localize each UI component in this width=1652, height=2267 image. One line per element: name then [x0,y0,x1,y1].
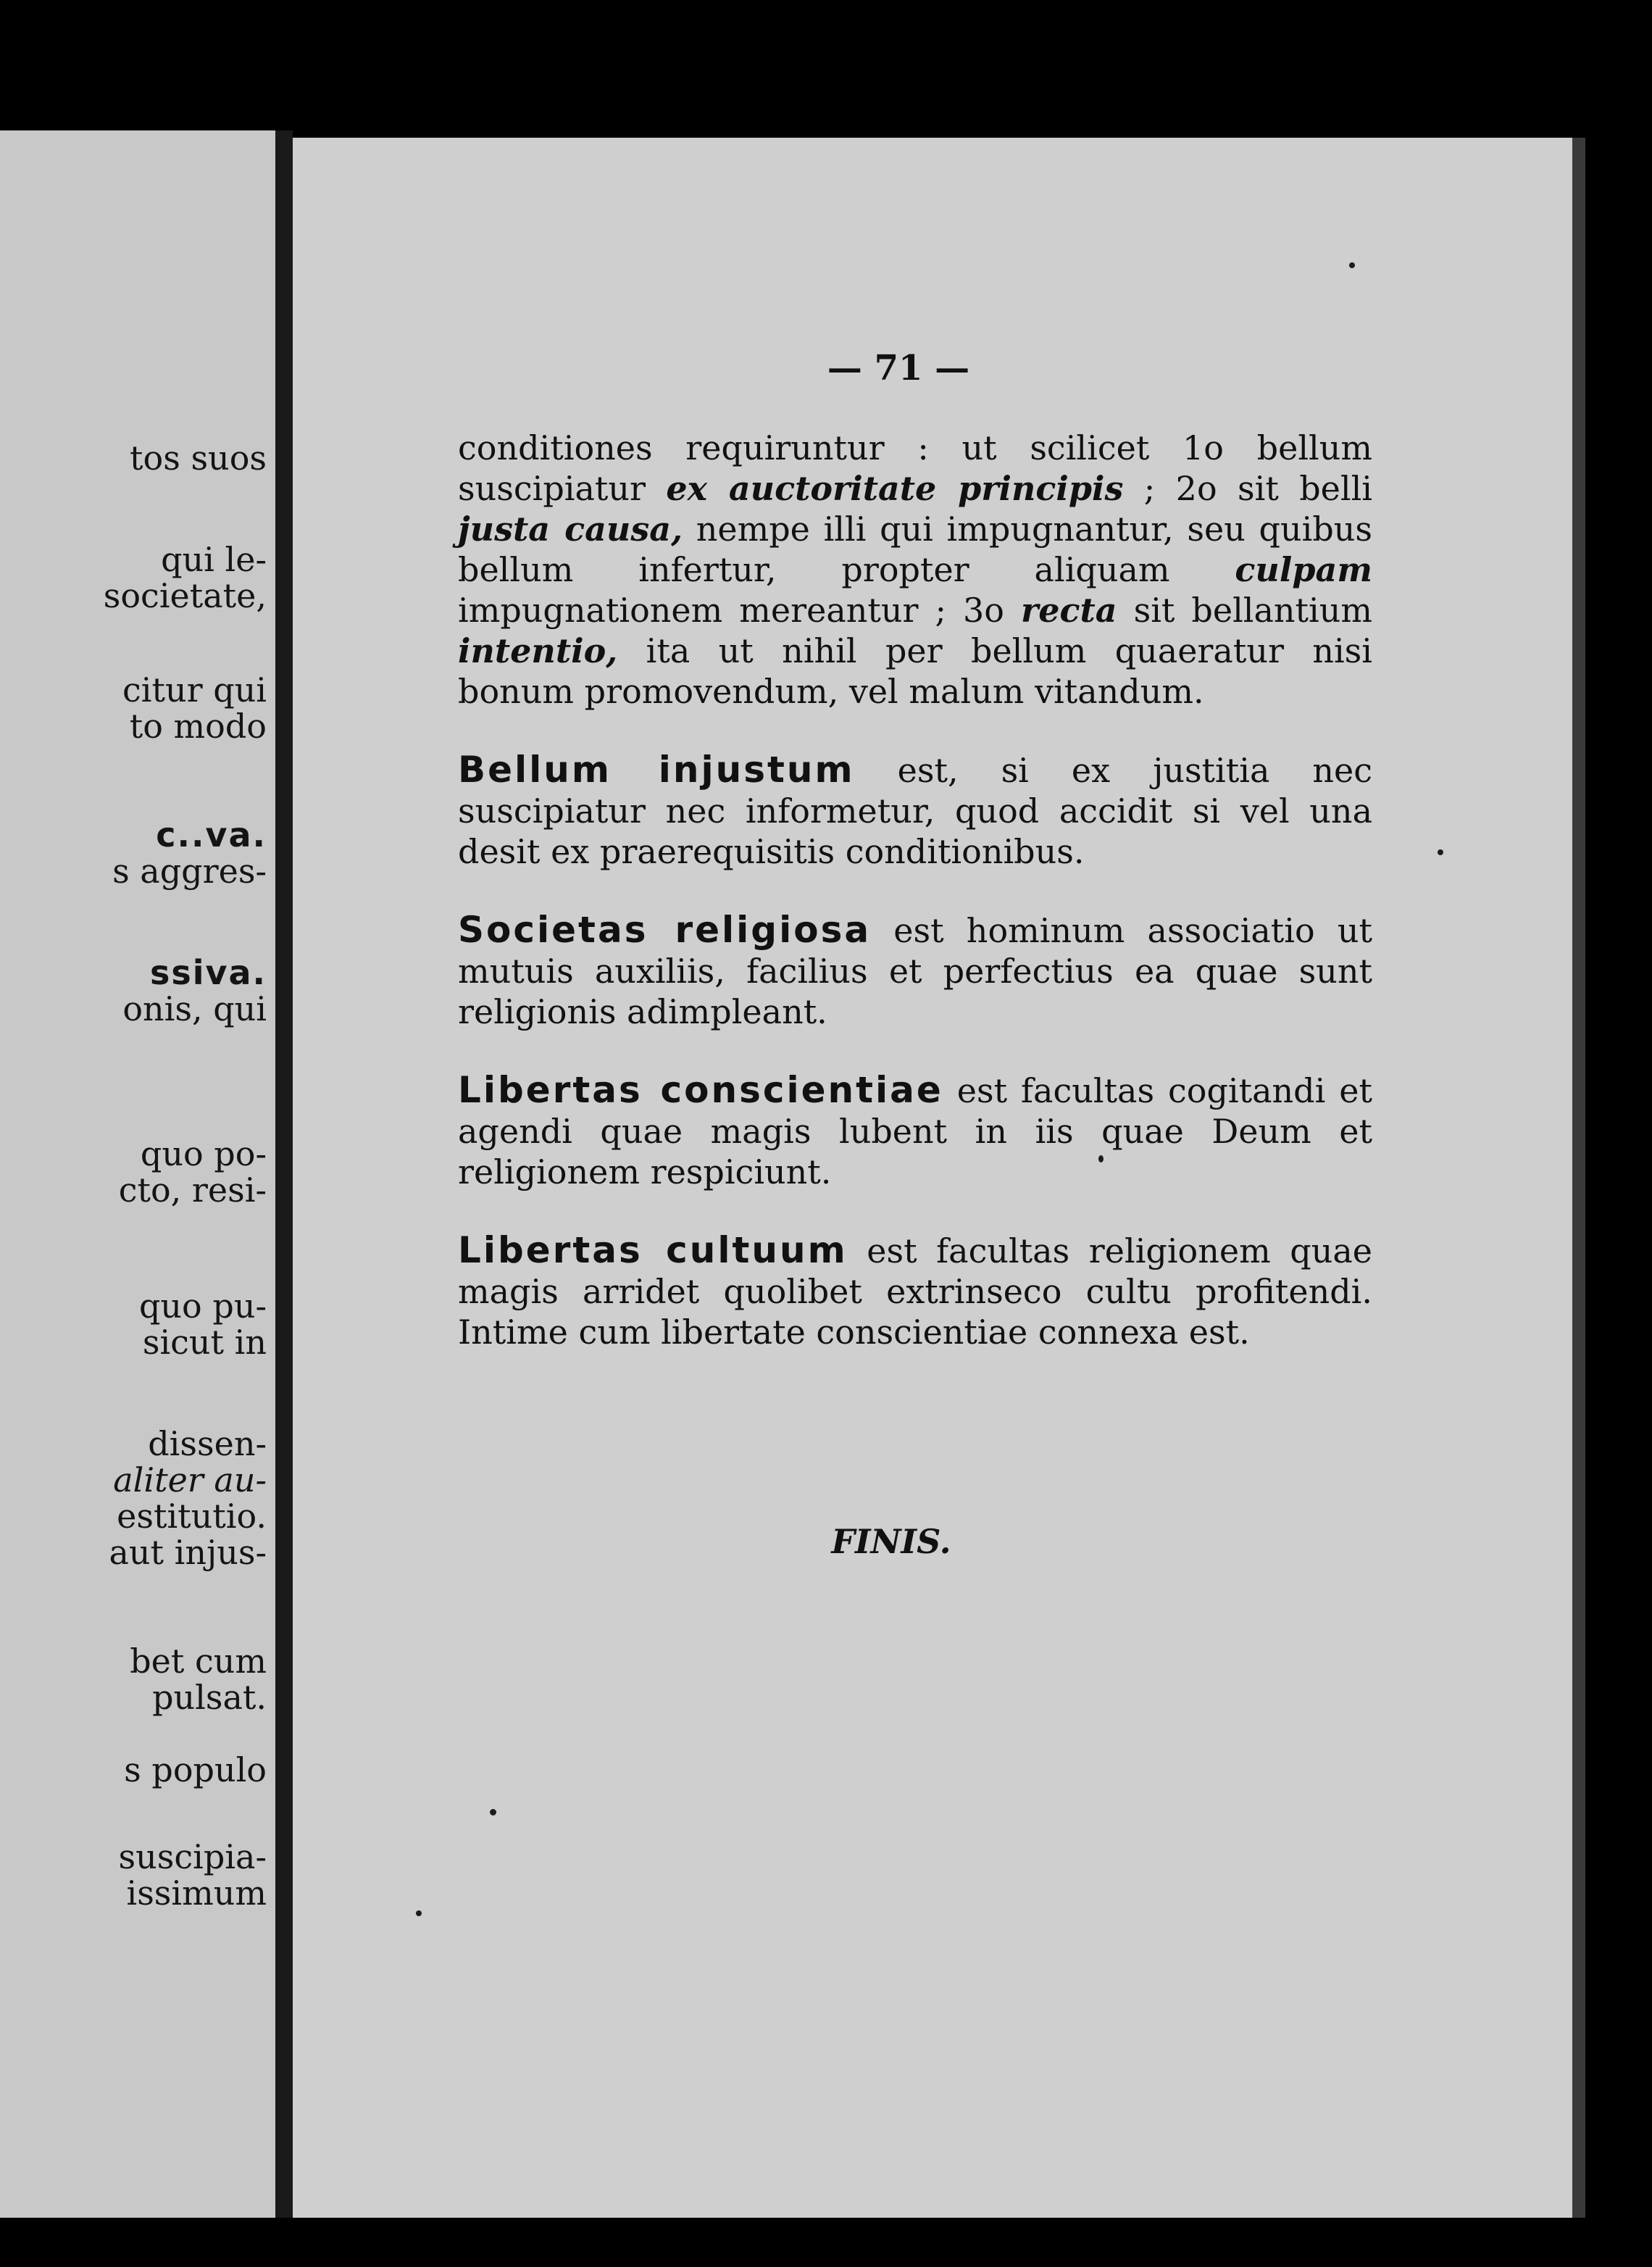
italic-text: intentio, [458,631,618,670]
body-text: nempe illi qui impugnantur, seu quibus bellum infertur, propter aliquam [458,509,1373,589]
definition-term: Societas religiosa [458,909,872,951]
page-edge [1572,138,1585,2218]
paragraph [458,910,1372,1032]
left-page-fragment: cto, resi- [118,1170,267,1210]
left-page-fragment: aliter au- [113,1460,267,1499]
left-page-fragment: suscipia- [118,1837,267,1876]
left-page-fragment: qui le- [161,540,267,579]
left-page-fragment: s populo [124,1750,267,1789]
italic-text: culpam [1235,550,1372,589]
definition-term: Libertas conscientiae [458,1069,943,1111]
main-text [458,428,1372,1390]
left-page-fragment: to modo [129,707,267,746]
left-page-fragment: societate, [103,576,267,615]
italic-text: recta [1021,591,1117,630]
left-page-fragment: aut injus- [109,1533,267,1572]
body-text: est, si ex justitia nec suscipiatur nec informetur, quod accidit si vel una desit ex praerequisitis conditionibus. [458,751,1372,871]
left-page-fragment: issimum [126,1873,267,1913]
definition-term: Bellum injustum [458,749,855,791]
italic-text: justa causa, [458,509,683,549]
left-page-fragment: s aggres- [112,852,267,891]
paragraph [458,428,1372,712]
definition-term: Libertas cultuum [458,1229,848,1271]
page-number: — 71 — [827,348,970,388]
body-text: est facultas religionem quae magis arridet quolibet extrinseco cultu profitendi. Intime cum libertate conscientiae connexa est. [458,1231,1373,1352]
print-speck [1349,262,1355,268]
body-text: est facultas cogitandi et agendi quae magis lubent in iis quae Deum et religionem respiciunt. [458,1071,1372,1191]
paragraph [458,1230,1372,1352]
left-page-fragment: sicut in [142,1323,267,1362]
print-speck [1438,849,1443,855]
body-text: impugnationem mereantur ; 3o [458,591,1021,630]
print-speck [416,1910,422,1916]
left-page-fragment: bet cum [130,1642,267,1681]
body-text: conditiones requiruntur : ut scilicet 1o bellum suscipiatur [458,428,1372,508]
book-gutter [275,130,293,2218]
body-text: sit bellantium [1117,591,1372,630]
print-speck [1098,1155,1104,1162]
body-text: ; 2o sit belli [1123,469,1372,508]
paragraph [458,1070,1372,1192]
left-page-fragment: tos suos [130,438,267,478]
left-page-fragment: quo pu- [138,1286,267,1326]
body-text: est hominum associatio ut mutuis auxiliis, facilius et perfectius ea quae sunt religionis adimpleant. [458,911,1372,1031]
left-page-fragment: quo po- [140,1134,267,1173]
italic-text: ex auctoritate principis [666,469,1124,508]
left-page-fragment: estitutio. [117,1497,267,1536]
left-page-fragment: dissen- [148,1424,267,1463]
paragraph [458,749,1372,872]
left-page-fragment: onis, qui [122,989,267,1028]
left-page [0,130,275,2218]
left-page-fragment: pulsat. [152,1678,267,1717]
body-text: ita ut nihil per bellum quaeratur nisi bonum promovendum, vel malum vitandum. [458,631,1372,711]
left-page-fragment: citur qui [122,670,267,710]
left-page-fragment: ssiva. [149,953,267,992]
finis-label: FINIS. [831,1522,951,1561]
print-speck [490,1809,496,1815]
left-page-fragment: c..va. [156,815,267,854]
